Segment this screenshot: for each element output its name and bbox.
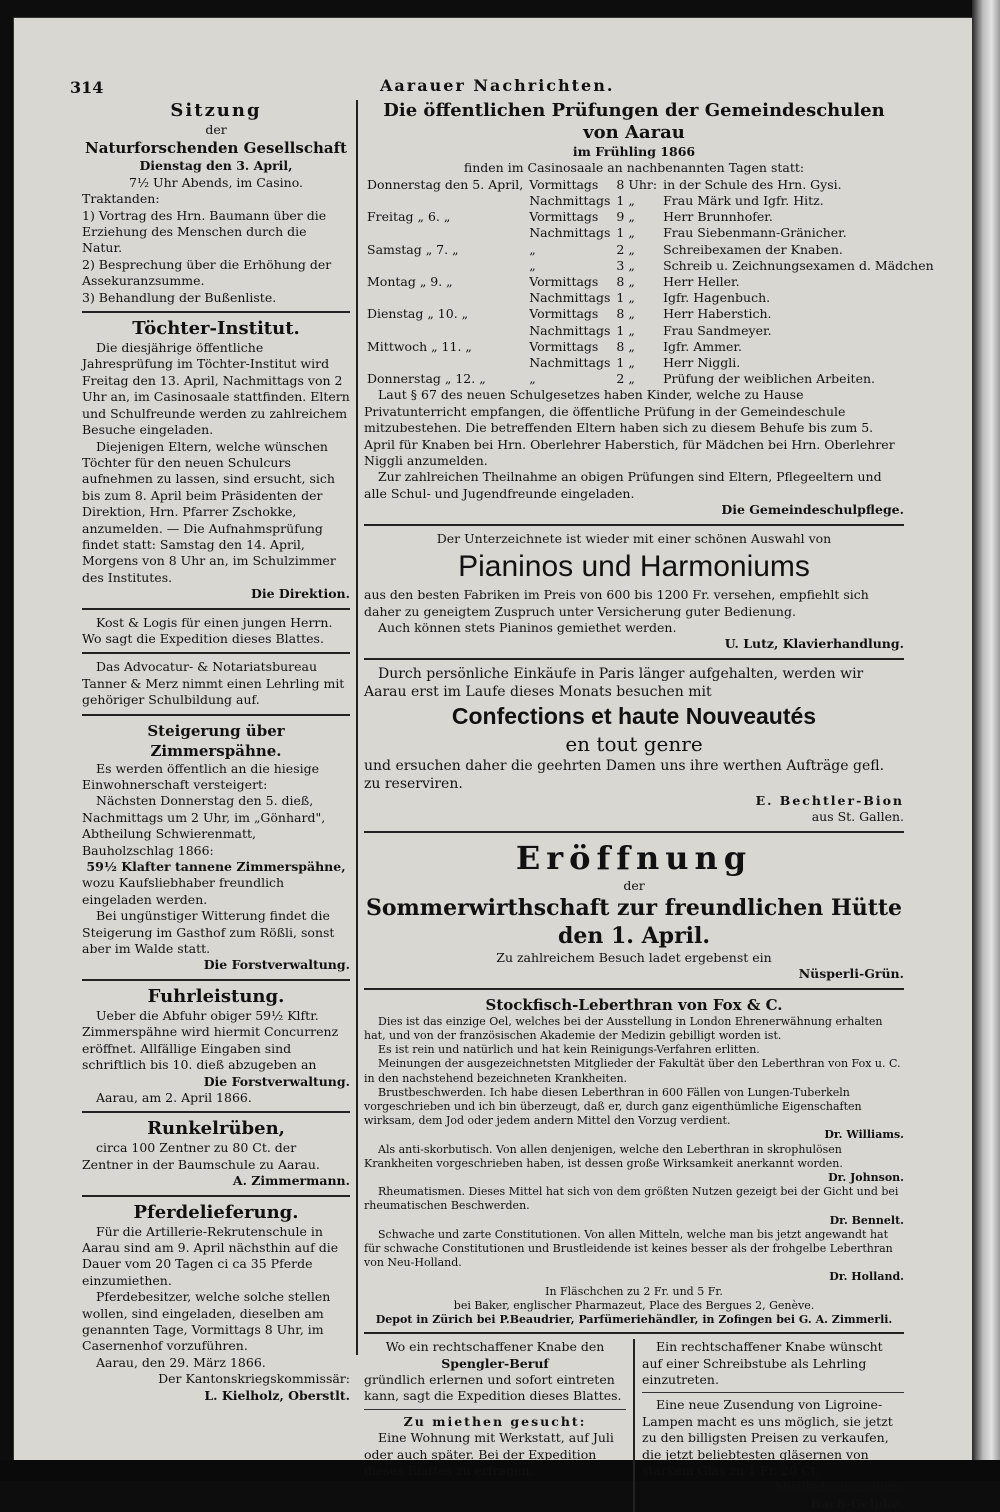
ligroine-signature1: Musikalienhandlung bbox=[774, 1479, 904, 1495]
schedule-cell: 1 „ bbox=[616, 225, 635, 241]
schedule-cell: 2 „ bbox=[616, 371, 635, 387]
lebertran-s5: Dr. Johnson. bbox=[828, 1171, 904, 1184]
ad-lebertran bbox=[364, 995, 904, 1327]
lebertran-p7: Schwache und zarte Constitutionen. Von allen Mitteln, welche man bis jetzt angewandt hat für schwache Constitutionen und Brustleidende ist keines besser als der frohgelbe Leberthran von Neu-Holland. bbox=[364, 1227, 893, 1270]
paris-signature: E. Bechtler-Bion bbox=[755, 792, 904, 808]
divider bbox=[82, 714, 350, 716]
column-divider bbox=[633, 1339, 635, 1512]
ad-toechter-institut bbox=[82, 318, 350, 603]
fuhrleistung-title: Fuhrleistung. bbox=[147, 985, 285, 1007]
divider bbox=[364, 1409, 626, 1410]
bottom-right-ads bbox=[642, 1339, 904, 1512]
ad-advocatur: Das Advocatur- & Notariatsbureau Tanner & Merz nimmt einen Lehrling mit gehöriger Schulbildung auf. bbox=[82, 659, 345, 708]
schedule-cell: 9 „ bbox=[616, 209, 635, 225]
schedule-cell: 8 Uhr: bbox=[616, 176, 658, 192]
schedule-row bbox=[364, 323, 937, 339]
schedule-cell bbox=[364, 258, 526, 274]
ad-pianinos bbox=[364, 531, 904, 653]
schedule-cell: Vormittags bbox=[529, 209, 599, 225]
pianinos-intro: Der Unterzeichnete ist wieder mit einer schönen Auswahl von bbox=[436, 530, 832, 546]
schedule-cell: 8 „ bbox=[616, 338, 635, 354]
ad-kost-logis: Kost & Logis für einen jungen Herrn. Wo sagt die Expedition dieses Blattes. bbox=[82, 614, 333, 646]
steigerung-p4: Bei ungünstiger Witterung findet die Steigerung im Gasthof zum Rößli, sonst aber im Walde statt. bbox=[82, 908, 335, 957]
schedule-row bbox=[364, 371, 937, 387]
bottom-two-column bbox=[364, 1339, 904, 1512]
lebertran-p10: Depot in Zürich bei P.Beaudrier, Parfümeriehändler, in Zofingen bei G. A. Zimmerli. bbox=[375, 1313, 893, 1327]
traktandum: 1) Vortrag des Hrn. Baumann über die Erziehung des Menschen durch die Natur. bbox=[82, 207, 327, 256]
schedule-cell: Dienstag „ 10. „ bbox=[367, 306, 469, 322]
schedule-cell: Nachmittags bbox=[529, 322, 611, 338]
schedule-cell: Donnerstag den 5. April, bbox=[367, 176, 524, 192]
schedule-cell: in der Schule des Hrn. Gysi. bbox=[663, 176, 842, 192]
lebertran-p3: Meinungen der ausgezeichnetsten Mitglieder der Fakultät über den Leberthran von Fox u. C. in den nachstehend bezeichneten Krankheiten. bbox=[364, 1057, 901, 1085]
lebertran-s7: Dr. Holland. bbox=[829, 1270, 904, 1284]
schedule-cell: 2 „ bbox=[616, 241, 635, 257]
left-column bbox=[82, 100, 350, 1404]
toechter-signature: Die Direktion. bbox=[251, 586, 350, 602]
eroeffnung-title: Eröffnung bbox=[515, 838, 753, 877]
steigerung-title: Steigerung über Zimmerspähne. bbox=[147, 721, 285, 760]
schedule-cell: „ bbox=[529, 257, 536, 273]
lebertran-p5: Als anti-skorbutisch. Von allen denjenigen, welche den Leberthran in skrophulösen Krankheiten vorgeschrieben haben, ist dessen große Wirksamkeit anerkannt worden. bbox=[364, 1142, 843, 1170]
pruefungen-title: Die öffentlichen Prüfungen der Gemeindeschulen von Aarau bbox=[383, 100, 885, 143]
schedule-cell bbox=[364, 193, 526, 209]
fuhrleistung-signature: Die Forstverwaltung. bbox=[203, 1073, 350, 1089]
schedule-cell: 8 „ bbox=[616, 274, 635, 290]
spengler-title: Spengler-Beruf bbox=[441, 1355, 549, 1371]
scan-edge-right bbox=[972, 0, 1000, 1481]
schedule-row bbox=[364, 242, 937, 258]
ligroine-p1: Eine neue Zusendung von Ligroine-Lampen macht es uns möglich, sie jetzt zu den billigsten Preisen zu verkaufen, die jetzt beliebtesten gläsernen von starkem Glas zu 1 Fr. 20 Ct. bbox=[642, 1397, 893, 1479]
schedule-cell: 8 „ bbox=[616, 306, 635, 322]
pruefungen-subtitle: im Frühling 1866 bbox=[572, 144, 696, 159]
pianinos-title: Pianinos und Harmoniums bbox=[458, 550, 810, 584]
divider bbox=[82, 1111, 350, 1113]
schedule-row bbox=[364, 290, 937, 306]
runkel-signature: A. Zimmermann. bbox=[232, 1173, 350, 1189]
schedule-cell: Schreib u. Zeichnungsexamen d. Mädchen bbox=[663, 257, 934, 273]
traktandum: 2) Besprechung über die Erhöhung der Assekuranzsumme. bbox=[82, 256, 332, 289]
schedule-cell: Vormittags bbox=[529, 306, 599, 322]
sitzung-der: der bbox=[205, 122, 227, 137]
schedule-row bbox=[364, 339, 937, 355]
schedule-row bbox=[364, 193, 937, 209]
paris-p1: Durch persönliche Einkäufe in Paris länger aufgehalten, werden wir Aarau erst im Laufe dieses Monats besuchen mit bbox=[364, 665, 864, 700]
ad-eroeffnung bbox=[364, 838, 904, 983]
eroeffnung-date: den 1. April. bbox=[557, 922, 711, 949]
divider bbox=[364, 1332, 904, 1334]
steigerung-signature: Die Forstverwaltung. bbox=[203, 957, 350, 973]
bottom-left-ads bbox=[364, 1339, 626, 1512]
fuhrleistung-date: Aarau, am 2. April 1866. bbox=[96, 1089, 252, 1105]
schedule-row bbox=[364, 355, 937, 371]
pianinos-p1: aus den besten Fabriken im Preis von 600 bis 1200 Fr. versehen, empfiehlt sich daher zu geneigtem Zuspruch unter Versicherung guter Bedienung. bbox=[364, 587, 869, 619]
page-header bbox=[70, 68, 910, 98]
ligroine-signature2: Bach-Gelpke. bbox=[810, 1495, 904, 1511]
lebertran-s6: Dr. Bennelt. bbox=[829, 1213, 904, 1227]
schedule-cell bbox=[364, 225, 526, 241]
fuhrleistung-p1: Ueber die Abfuhr obiger 59½ Klftr. Zimmerspähne wird hiermit Concurrenz eröffnet. Allfällige Eingaben sind schriftlich bis 10. dieß abzugeben an bbox=[82, 1007, 339, 1073]
divider bbox=[642, 1392, 904, 1393]
schedule-cell: Frau Siebenmann-Gränicher. bbox=[663, 225, 847, 241]
divider bbox=[82, 1195, 350, 1197]
schedule-cell: Herr Niggli. bbox=[663, 355, 741, 371]
ad-paris bbox=[364, 665, 904, 826]
schedule-cell: Frau Märk und Igfr. Hitz. bbox=[663, 193, 824, 209]
lebertran-title: Stockfisch-Leberthran von Fox & C. bbox=[485, 995, 783, 1014]
schedule-cell: „ bbox=[529, 241, 536, 257]
schedule-row bbox=[364, 306, 937, 322]
pferde-office: Der Kantonskriegskommissär: bbox=[158, 1371, 350, 1387]
schedule-cell: Igfr. Ammer. bbox=[663, 338, 742, 354]
schedule-cell: Freitag „ 6. „ bbox=[367, 209, 451, 225]
divider bbox=[82, 311, 350, 313]
schedule-cell: Vormittags bbox=[529, 274, 599, 290]
runkel-p1: circa 100 Zentner zu 80 Ct. der Zentner in der Baumschule zu Aarau. bbox=[82, 1140, 320, 1172]
schedule-cell: Vormittags bbox=[529, 176, 599, 192]
divider bbox=[364, 831, 904, 833]
steigerung-p3: wozu Kaufsliebhaber freundlich eingeladen werden. bbox=[82, 875, 285, 907]
ad-pferdelieferung bbox=[82, 1202, 350, 1404]
schedule-cell: 1 „ bbox=[616, 355, 635, 371]
ad-schreibstube: Ein rechtschaffener Knabe wünscht auf einer Schreibstube als Lehrling einzutreten. bbox=[642, 1339, 883, 1388]
column-divider bbox=[356, 100, 358, 1355]
lebertran-p1: Dies ist das einzige Oel, welches bei der Ausstellung in London Ehrenerwähnung erhalten hat, und von der französischen Akademie der Medizin gebilligt worden ist. bbox=[364, 1014, 883, 1042]
schedule-row bbox=[364, 258, 937, 274]
divider bbox=[364, 988, 904, 990]
paris-p2: und ersuchen daher die geehrten Damen uns ihre werthen Aufträge gefl. zu reserviren. bbox=[364, 757, 885, 792]
schedule-cell: Mittwoch „ 11. „ bbox=[367, 338, 472, 354]
eroeffnung-der: der bbox=[623, 877, 645, 893]
spengler-p1: Wo ein rechtschaffener Knabe den bbox=[385, 1339, 605, 1355]
schedule-cell: Vormittags bbox=[529, 338, 599, 354]
lebertran-p8: In Fläschchen zu 2 Fr. und 5 Fr. bbox=[545, 1284, 723, 1298]
pferde-title: Pferdelieferung. bbox=[133, 1201, 299, 1223]
lebertran-p4: Brustbeschwerden. Ich habe diesen Leberthran in 600 Fällen von Lungen-Tuberkeln vorgeschrieben und ich bin überzeugt, daß er, durch ganz eigenthümliche Eigenschaften wirksam, dem Jod oder jedem andern Mittel den Vorzug verdient. bbox=[364, 1085, 862, 1128]
ad-sitzung bbox=[82, 100, 350, 306]
divider bbox=[364, 524, 904, 526]
ad-pruefungen bbox=[364, 100, 934, 519]
pruefungen-p1: Laut § 67 des neuen Schulgesetzes haben Kinder, welche zu Hause Privatunterricht empfangen, die öffentliche Prüfung in der Gemeindeschule mitzubestehen. Die betreffenden Eltern haben sich zu diesem Behufe bis zum 5. April für Knaben bei Hrn. Oberlehrer Haberstich, für Mädchen bei Hrn. Oberlehrer Niggli anzumelden. bbox=[364, 387, 895, 469]
right-column bbox=[364, 100, 934, 1512]
schedule-cell: Prüfung der weiblichen Arbeiten. bbox=[663, 371, 876, 387]
pferde-signature: L. Kielholz, Oberstlt. bbox=[204, 1387, 350, 1403]
divider bbox=[82, 652, 350, 654]
schedule-cell: 1 „ bbox=[616, 290, 635, 306]
schedule-cell: Nachmittags bbox=[529, 225, 611, 241]
steigerung-p1: Es werden öffentlich an die hiesige Einwohnerschaft versteigert: bbox=[82, 760, 320, 792]
pruefungen-p2: Zur zahlreichen Theilnahme an obigen Prüfungen sind Eltern, Pflegeeltern und alle Schul- und Jugendfreunde eingeladen. bbox=[364, 469, 882, 501]
pruefungen-intro: finden im Casinosaale an nachbenannten Tagen statt: bbox=[463, 160, 805, 176]
schedule-cell: Samstag „ 7. „ bbox=[367, 241, 459, 257]
schedule-row bbox=[364, 225, 937, 241]
schedule-cell: Igfr. Hagenbuch. bbox=[663, 290, 771, 306]
toechter-p2: Diejenigen Eltern, welche wünschen Töchter für den neuen Schulcurs aufnehmen zu lassen, sind ersucht, sich bis zum 8. April beim Präsidenten der Direktion, Hrn. Pfarrer Zschokke, anzumelden. — Die Aufnahmsprüfung findet statt: Samstag den 14. April, Morgens von 8 Uhr an, im Schulzimmer des Institutes. bbox=[82, 438, 336, 585]
eroeffnung-signature: Nüsperli-Grün. bbox=[798, 966, 904, 982]
paris-origin: aus St. Gallen. bbox=[811, 809, 904, 825]
lebertran-s4: Dr. Williams. bbox=[824, 1128, 904, 1142]
paris-title: Confections et haute Nouveautés bbox=[451, 702, 817, 729]
sitzung-society: Naturforschenden Gesellschaft bbox=[85, 139, 347, 158]
sitzung-title: Sitzung bbox=[170, 100, 262, 121]
schedule-cell bbox=[364, 323, 526, 339]
traktanden-label: Traktanden: bbox=[82, 191, 160, 207]
steigerung-highlight: 59½ Klafter tannene Zimmerspähne, bbox=[86, 859, 346, 875]
lebertran-p2: Es ist rein und natürlich und hat kein Reinigungs-Verfahren erlitten. bbox=[378, 1043, 760, 1057]
divider bbox=[364, 658, 904, 660]
lebertran-p9: bei Baker, englischer Pharmazeut, Place des Bergues 2, Genève. bbox=[453, 1298, 815, 1312]
toechter-p1: Die diesjährige öffentliche Jahresprüfung im Töchter-Institut wird Freitag den 13. April, Nachmittags von 2 Uhr an, im Casinosaale stattfinden. Eltern und Schulfreunde werden zu zahlreichem Besuche eingeladen. bbox=[82, 340, 350, 438]
eroeffnung-name: Sommerwirthschaft zur freundlichen Hütte bbox=[365, 894, 903, 921]
schedule-cell bbox=[364, 355, 526, 371]
schedule-row bbox=[364, 209, 937, 225]
schedule-cell: Herr Brunnhofer. bbox=[663, 209, 773, 225]
eroeffnung-p1: Zu zahlreichem Besuch ladet ergebenst ein bbox=[496, 949, 772, 965]
schedule-cell: 1 „ bbox=[616, 322, 635, 338]
schedule-cell: „ bbox=[529, 371, 536, 387]
schedule-cell: Nachmittags bbox=[529, 290, 611, 306]
schedule-cell: Donnerstag „ 12. „ bbox=[367, 371, 486, 387]
paris-subtitle: en tout genre bbox=[565, 731, 703, 756]
schedule-row bbox=[364, 274, 937, 290]
miethen-p1: Eine Wohnung mit Werkstatt, auf Juli oder auch später. Bei der Expedition dieses Blattes zu erfragen. bbox=[364, 1430, 614, 1479]
miethen-title: Zu miethen gesucht: bbox=[403, 1413, 587, 1429]
pianinos-p2: Auch können stets Pianinos gemiethet werden. bbox=[378, 619, 677, 635]
pianinos-signature: U. Lutz, Klavierhandlung. bbox=[724, 636, 904, 652]
schedule-cell: Herr Heller. bbox=[663, 274, 740, 290]
divider bbox=[82, 608, 350, 610]
schedule-cell: Frau Sandmeyer. bbox=[663, 322, 772, 338]
sitzung-time: 7½ Uhr Abends, im Casino. bbox=[129, 174, 303, 190]
ad-steigerung bbox=[82, 721, 350, 974]
steigerung-p2: Nächsten Donnerstag den 5. dieß, Nachmittags um 2 Uhr, im „Gönhard", Abtheilung Schwierenmatt, Bauholzschlag 1866: bbox=[82, 793, 326, 858]
schedule-cell: Nachmittags bbox=[529, 355, 611, 371]
pruefungen-signature: Die Gemeindeschulpflege. bbox=[721, 502, 904, 518]
divider bbox=[82, 979, 350, 981]
sitzung-date: Dienstag den 3. April, bbox=[139, 158, 293, 174]
schedule-cell: Montag „ 9. „ bbox=[367, 274, 453, 290]
pferde-date: Aarau, den 29. März 1866. bbox=[96, 1354, 266, 1370]
schedule-cell bbox=[364, 290, 526, 306]
schedule-cell: Nachmittags bbox=[529, 193, 611, 209]
schedule-cell: Schreibexamen der Knaben. bbox=[663, 241, 843, 257]
page-number: 314 bbox=[70, 78, 104, 97]
pferde-p2: Pferdebesitzer, welche solche stellen wollen, sind eingeladen, dieselben am genannten Tage, Vormittags 8 Uhr, im Casernenhof vorzuführen. bbox=[82, 1289, 331, 1354]
traktandum: 3) Behandlung der Bußenliste. bbox=[82, 289, 277, 305]
schedule-cell: Herr Haberstich. bbox=[663, 306, 772, 322]
schedule-cell: 1 „ bbox=[616, 193, 635, 209]
pferde-p1: Für die Artillerie-Rekrutenschule in Aarau sind am 9. April nächsthin auf die Dauer vom 20 Tagen ci ca 35 Pferde einzumiethen. bbox=[82, 1223, 339, 1288]
toechter-title: Töchter-Institut. bbox=[132, 318, 300, 340]
ad-fuhrleistung bbox=[82, 986, 350, 1106]
ad-runkelrueben bbox=[82, 1118, 350, 1189]
schedule-table bbox=[364, 177, 937, 388]
schedule-cell: 3 „ bbox=[616, 257, 635, 273]
spengler-p2: gründlich erlernen und sofort eintreten kann, sagt die Expedition dieses Blattes. bbox=[364, 1372, 622, 1404]
masthead: Aarauer Nachrichten. bbox=[380, 76, 615, 95]
lebertran-p6: Rheumatismen. Dieses Mittel hat sich von dem größten Nutzen gezeigt bei der Gicht und bei rheumatischen Beschwerden. bbox=[364, 1185, 899, 1213]
runkel-title: Runkelrüben, bbox=[147, 1118, 285, 1140]
schedule-row bbox=[364, 177, 937, 193]
